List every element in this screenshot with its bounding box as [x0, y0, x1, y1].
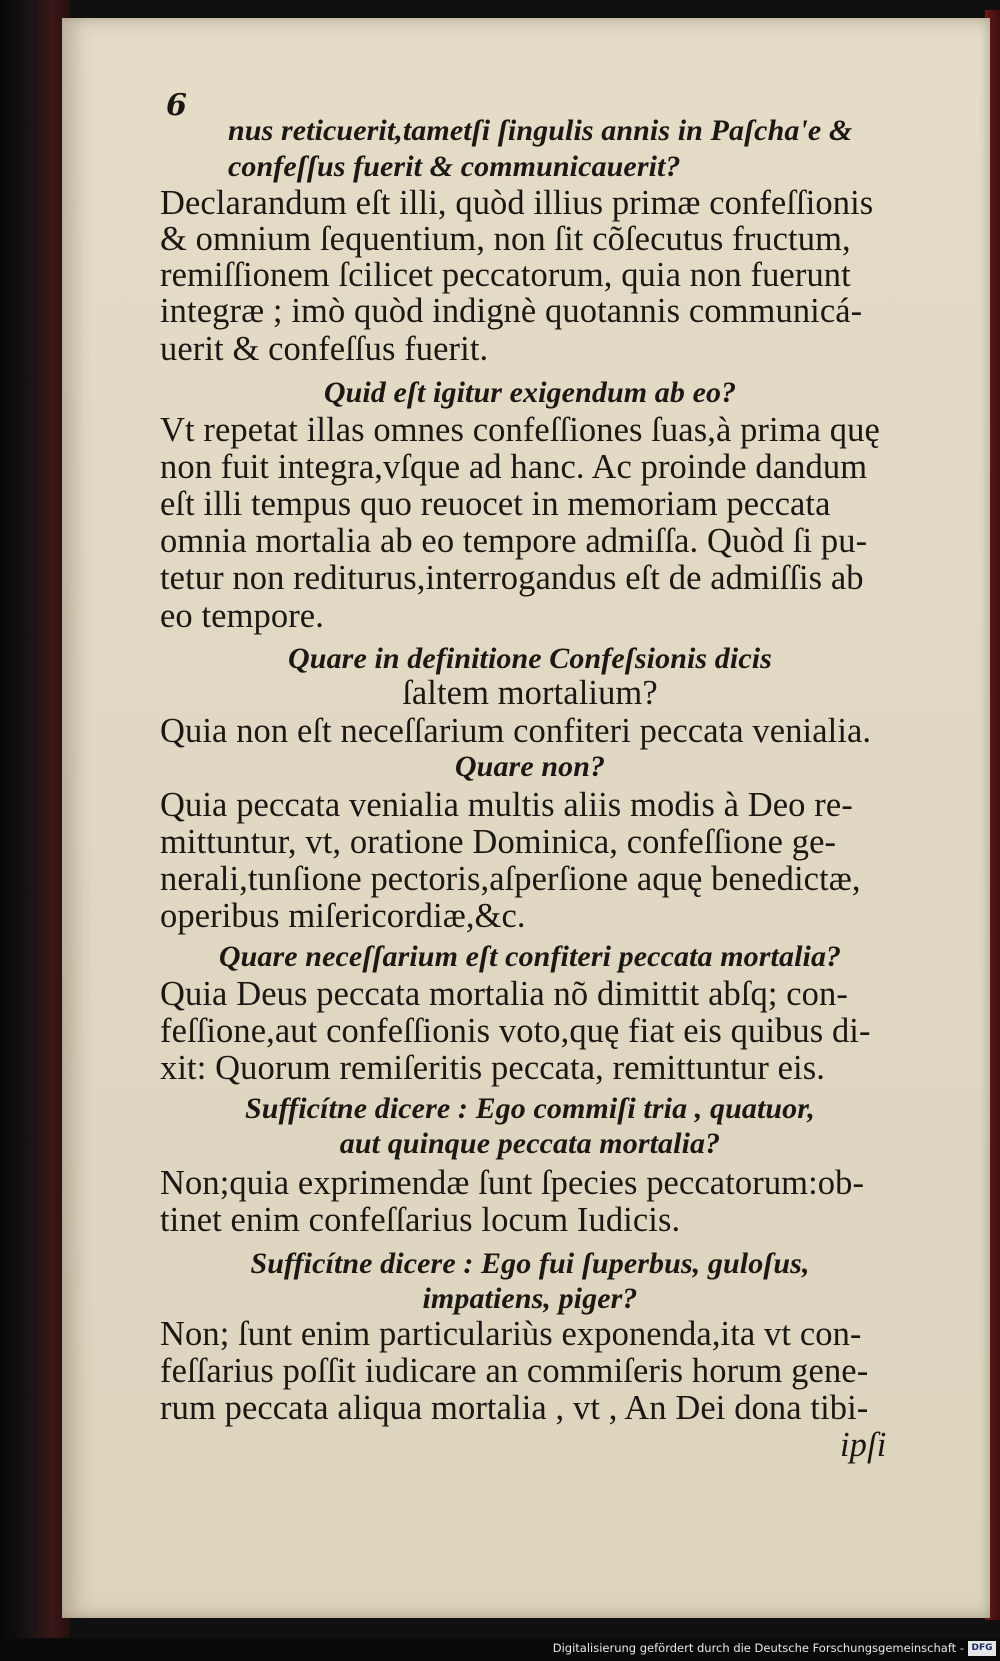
text-line: Quia peccata venialia multis aliis modis à Deo re- [160, 786, 853, 824]
question-line: nus reticuerit,tametſi ſingulis annis in Paſcha'e & [228, 114, 853, 147]
question-line: Quid eſt igitur exigendum ab eo? [323, 376, 737, 409]
question-line: impatiens, piger? [422, 1282, 638, 1315]
text-line: Non;quia exprimendæ ſunt ſpecies peccatorum:ob- [160, 1164, 865, 1202]
text-line: & omnium ſequentium, non ſit cõſecutus fructum, [160, 220, 851, 258]
book-page [62, 18, 990, 1618]
question-line: Sufficítne dicere : Ego commiſi tria , quatuor, [245, 1092, 815, 1125]
question-line: confeſſus fuerit & communicauerit? [228, 150, 681, 183]
text-line: tetur non rediturus,interrogandus eſt de admiſſis ab [160, 559, 864, 597]
text-line: Vt repetat illas omnes confeſſiones ſuas,à prima quę [160, 411, 880, 449]
text-line: xit: Quorum remiſeritis peccata, remittuntur eis. [160, 1049, 825, 1087]
question-line: Quare neceſſarium eſt confiteri peccata mortalia? [218, 940, 842, 973]
footer-bar [0, 1638, 1000, 1661]
text-line: eo tempore. [160, 597, 324, 635]
text-line: feſſione,aut confeſſionis voto,quę fiat eis quibus di- [160, 1012, 871, 1050]
text-line: Non; ſunt enim particulariùs exponenda,ita vt con- [160, 1315, 862, 1353]
text-line: eſt illi tempus quo reuocet in memoriam peccata [160, 485, 831, 523]
text-line: non fuit integra,vſque ad hanc. Ac proinde dandum [160, 448, 868, 486]
question-line: Sufficítne dicere : Ego fui ſuperbus, guloſus, [250, 1247, 810, 1280]
text-line: nerali,tunſione pectoris,aſperſione aquę benedictæ, [160, 860, 861, 898]
text-line: omnia mortalia ab eo tempore admiſſa. Quòd ſi pu- [160, 522, 868, 560]
text-line: rum peccata aliqua mortalia , vt , An Dei dona tibi- [160, 1389, 869, 1427]
text-line: Declarandum eſt illi, quòd illius primæ confeſſionis [160, 184, 874, 222]
question-line: Quare in definitione Confeſsionis dicis [288, 642, 772, 675]
text-line: Quia Deus peccata mortalia nõ dimittit abſq; con- [160, 975, 848, 1013]
question-line: aut quinque peccata mortalia? [339, 1127, 721, 1160]
question-line: Quare non? [454, 750, 606, 783]
dfg-logo-icon: DFG [968, 1641, 996, 1656]
book-spine [0, 0, 70, 1661]
text-line: integræ ; imò quòd indignè quotannis communicá- [160, 292, 863, 330]
text-line: ipſi [840, 1426, 887, 1464]
text-line: Quia non eſt neceſſarium confiteri peccata venialia. [160, 712, 872, 750]
text-line: ſaltem mortalium? [402, 674, 658, 712]
text-line: operibus miſericordiæ,&c. [160, 897, 526, 935]
text-line: tinet enim confeſſarius locum Iudicis. [160, 1201, 681, 1239]
page-number: 6 [166, 88, 187, 123]
text-line: uerit & confeſſus fuerit. [160, 330, 489, 368]
footer-credit: Digitalisierung gefördert durch die Deutsche Forschungsgemeinschaft - [552, 1641, 964, 1655]
text-line: mittuntur, vt, oratione Dominica, confeſſione ge- [160, 823, 837, 861]
text-line: remiſſionem ſcilicet peccatorum, quia non fuerunt [160, 256, 851, 294]
text-line: feſſarius poſſit iudicare an commiſeris horum gene- [160, 1352, 869, 1390]
